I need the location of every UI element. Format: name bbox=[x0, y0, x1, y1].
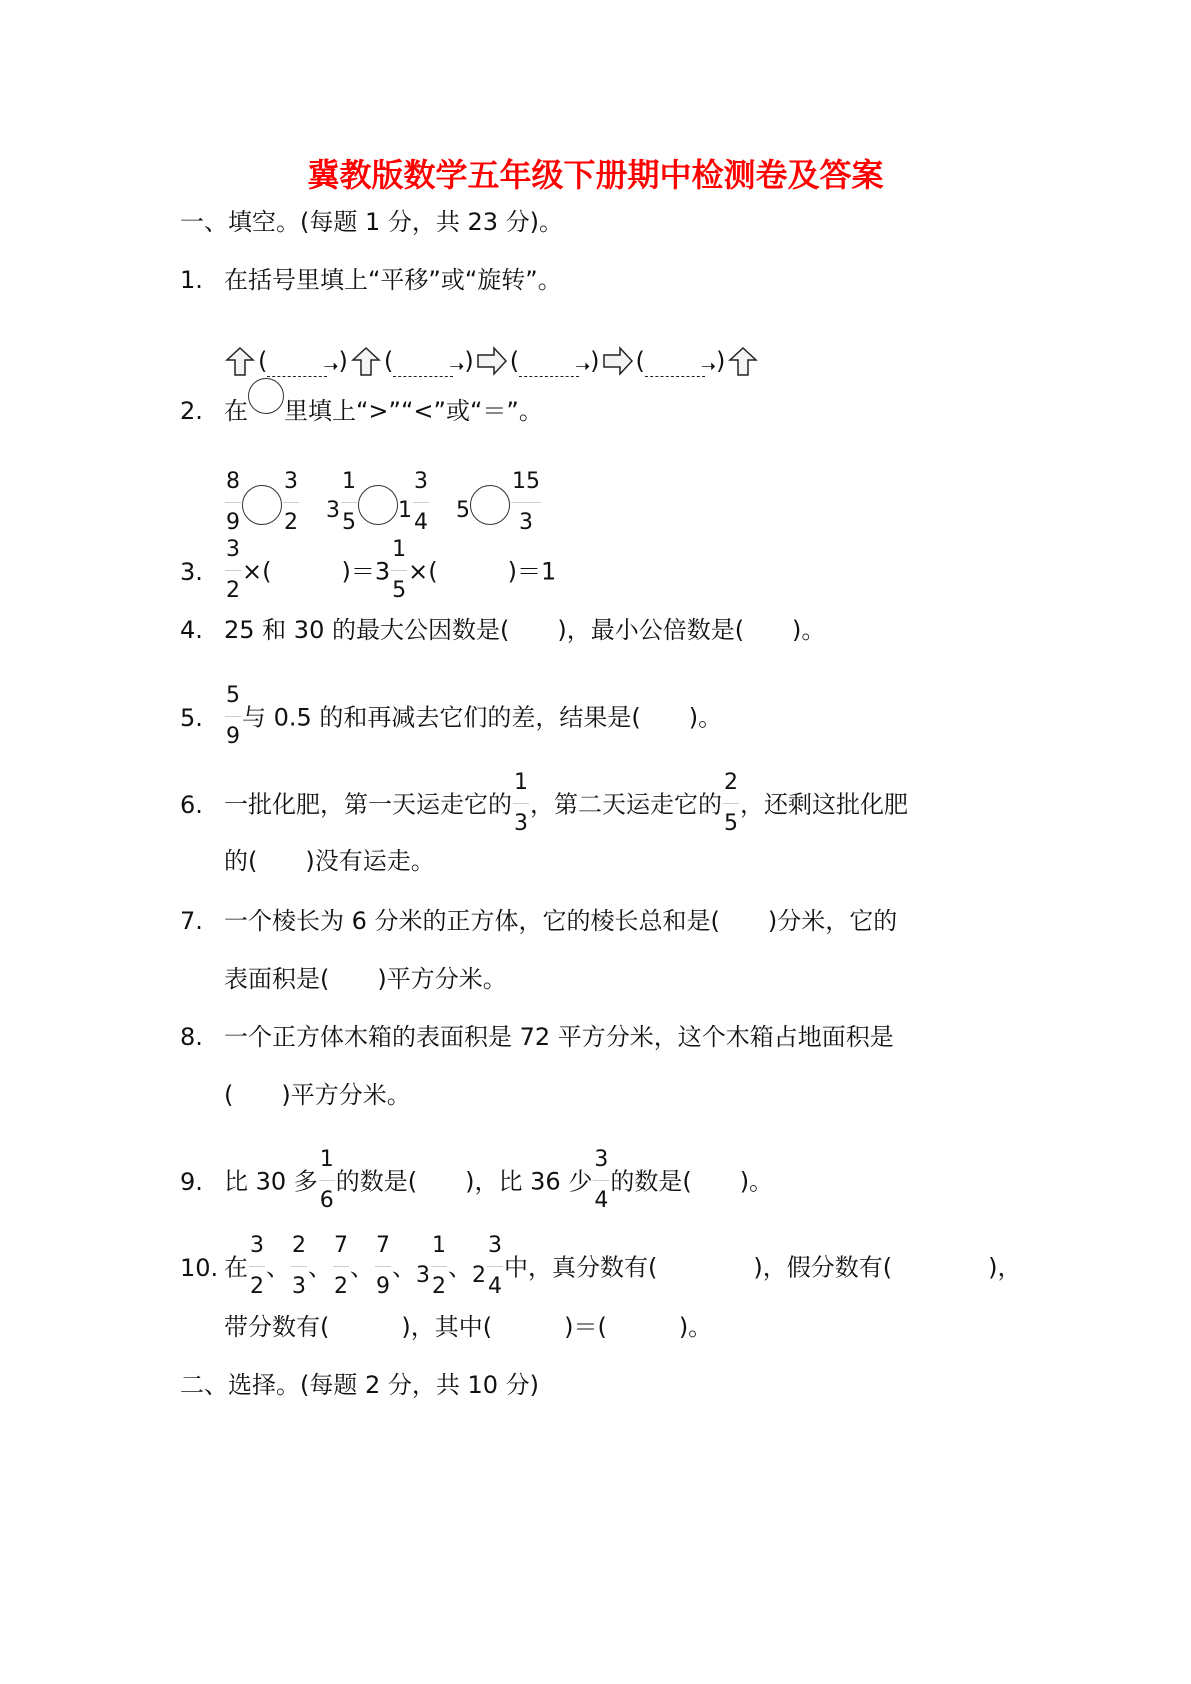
compare-circle-input[interactable] bbox=[358, 485, 398, 525]
right-arrow-shape-icon bbox=[602, 345, 634, 377]
question-text: 一个正方体木箱的表面积是 72 平方分米，这个木箱占地面积是 bbox=[224, 1023, 894, 1051]
question-1 bbox=[180, 265, 562, 295]
question-number: 5. bbox=[180, 703, 203, 732]
fraction: $\frac{2}{3}$ bbox=[292, 1233, 306, 1299]
question-7-continued: 表面积是( )平方分米。 bbox=[224, 965, 507, 993]
question-number: 10. bbox=[180, 1253, 219, 1282]
question-number: 1. bbox=[180, 266, 203, 294]
question-3: 3. $\frac{3}{2}$ ×( )＝3 $\frac{1}{5}$ ×( )＝1 bbox=[180, 537, 557, 603]
question-7 bbox=[180, 906, 897, 936]
question-2 bbox=[180, 394, 543, 430]
question-number: 4. bbox=[180, 616, 203, 644]
right-arrow-shape-icon bbox=[476, 345, 508, 377]
compare-circle-input[interactable] bbox=[242, 485, 282, 525]
question-10-continued: 带分数有( )，其中( )＝( )。 bbox=[224, 1313, 713, 1341]
comparison-row bbox=[224, 469, 542, 537]
comparison-item bbox=[224, 469, 300, 537]
question-text: 在括号里填上“平移”或“旋转”。 bbox=[224, 266, 562, 294]
shape-sequence bbox=[224, 344, 759, 377]
fraction: $\frac{1}{5}$ bbox=[342, 469, 356, 535]
question-number: 8. bbox=[180, 1023, 203, 1051]
fraction: $\frac{1}{5}$ bbox=[392, 537, 407, 603]
question-10: 10. 在 $\frac{3}{2}$ 、 $\frac{2}{3}$ 、 $\frac{7}{2}$ 、 $\frac{7}{9}$ 、3 $\frac{1}{2}$ 、2 $\frac{3}{4}$ 中，真分数有( )，假分数有( )， bbox=[180, 1233, 1022, 1299]
up-arrow-shape-icon bbox=[224, 345, 256, 377]
section-1-heading: 一、填空。(每题 1 分，共 23 分)。 bbox=[180, 208, 564, 236]
question-number: 7. bbox=[180, 907, 203, 935]
fraction: $\frac{1}{2}$ bbox=[432, 1233, 446, 1299]
question-number: 2. bbox=[180, 397, 203, 425]
fraction: $\frac{3}{2}$ bbox=[284, 469, 298, 535]
up-arrow-shape-icon bbox=[350, 345, 382, 377]
document-title: 冀教版数学五年级下册期中检测卷及答案 bbox=[307, 156, 884, 194]
answer-blank[interactable]: ( ➝ ) bbox=[509, 346, 600, 377]
fraction: $\frac{3}{2}$ bbox=[226, 537, 240, 603]
question-6-continued: 的( )没有运走。 bbox=[224, 847, 435, 875]
fraction: $\frac{8}{9}$ bbox=[226, 469, 240, 535]
fraction: $\frac{3}{2}$ bbox=[250, 1233, 264, 1299]
answer-blank[interactable]: ( ➝ ) bbox=[258, 346, 348, 377]
question-number: 9. bbox=[180, 1167, 203, 1196]
question-8-continued: ( )平方分米。 bbox=[224, 1081, 411, 1109]
question-text: 与 0.5 的和再减去它们的差，结果是( )。 bbox=[242, 703, 723, 732]
question-8 bbox=[180, 1022, 894, 1052]
section-2-heading: 二、选择。(每题 2 分，共 10 分) bbox=[180, 1371, 540, 1399]
question-number: 6. bbox=[180, 790, 203, 819]
question-text: 里填上“>”“<”或“＝”。 bbox=[284, 397, 543, 425]
fraction: $\frac{15}{3}$ bbox=[512, 469, 540, 535]
answer-blank[interactable]: ( ➝ ) bbox=[635, 346, 726, 377]
question-4 bbox=[180, 615, 825, 645]
question-5 bbox=[180, 683, 723, 751]
fraction: $\frac{1}{6}$ bbox=[319, 1147, 334, 1213]
question-9: 9. 比 30 多 $\frac{1}{6}$ 的数是( )，比 36 少 $\frac{3}{4}$ 的数是( )。 bbox=[180, 1147, 774, 1213]
question-number: 3. bbox=[180, 557, 203, 586]
comparison-item: 5 $\frac{15}{3}$ bbox=[456, 469, 540, 535]
fraction: $\frac{3}{4}$ bbox=[414, 469, 428, 535]
fraction: $\frac{3}{4}$ bbox=[488, 1233, 502, 1299]
comparison-item: 3 $\frac{1}{5}$ 1 $\frac{3}{4}$ bbox=[326, 469, 428, 535]
question-text: 一个棱长为 6 分米的正方体，它的棱长总和是( )分米，它的 bbox=[224, 907, 898, 935]
fraction: $\frac{1}{3}$ bbox=[514, 770, 528, 836]
question-6: 6. 一批化肥，第一天运走它的 $\frac{1}{3}$ ，第二天运走它的 $\frac{2}{5}$ ，还剩这批化肥 bbox=[180, 770, 908, 836]
fraction: $\frac{7}{9}$ bbox=[376, 1233, 390, 1299]
question-text: 25 和 30 的最大公因数是( )，最小公倍数是( )。 bbox=[224, 616, 826, 644]
up-arrow-shape-icon bbox=[727, 345, 759, 377]
fraction: $\frac{5}{9}$ bbox=[226, 683, 240, 749]
fraction: $\frac{7}{2}$ bbox=[334, 1233, 348, 1299]
fraction: $\frac{3}{4}$ bbox=[594, 1147, 609, 1213]
answer-blank[interactable]: ( ➝ ) bbox=[383, 346, 474, 377]
question-text: 在 bbox=[224, 397, 248, 425]
compare-circle-input[interactable] bbox=[470, 485, 510, 525]
circle-icon bbox=[248, 378, 284, 414]
fraction: $\frac{2}{5}$ bbox=[724, 770, 738, 836]
